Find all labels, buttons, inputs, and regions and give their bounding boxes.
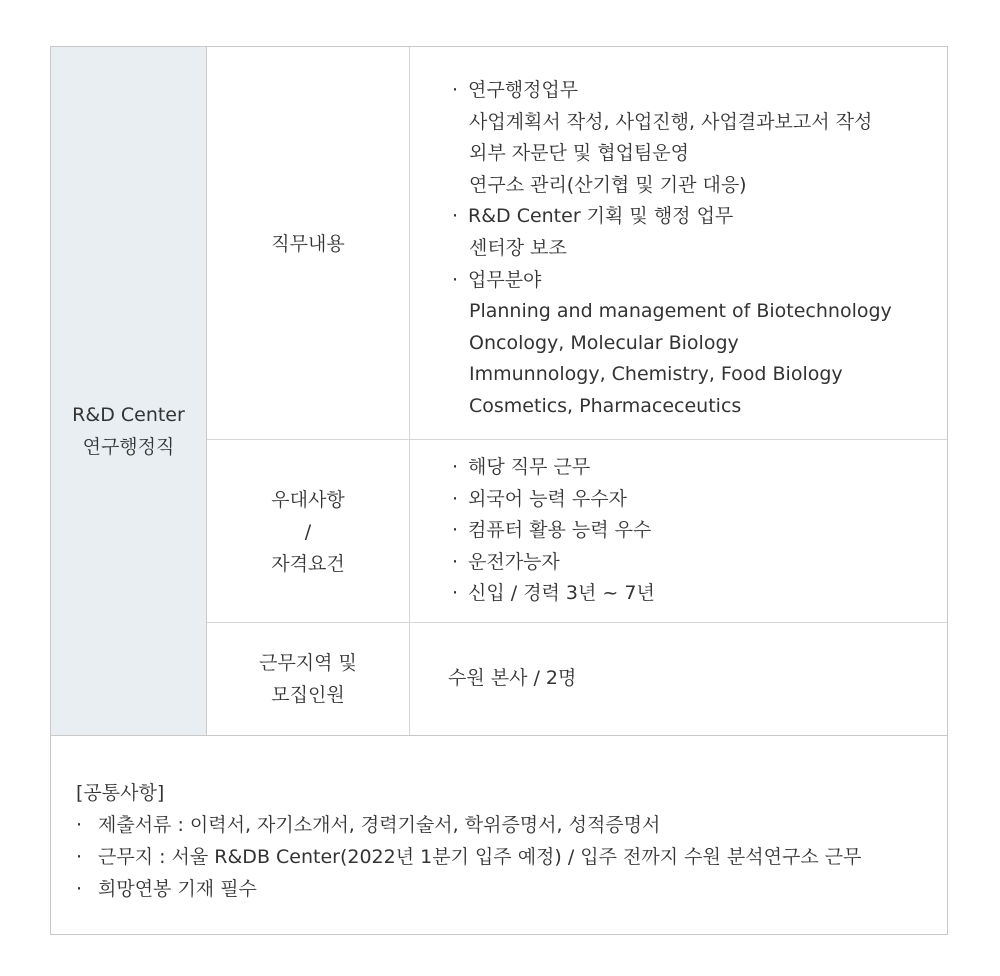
duty-sub-item: 센터장 보조 (469, 236, 567, 259)
duty-item (452, 201, 989, 264)
qualification-label-line: / (304, 520, 312, 543)
qualification-label-line: 우대사항 (271, 488, 345, 511)
job-category-line-2: 연구행정직 (82, 436, 175, 458)
bullet: · (452, 79, 459, 101)
qualification-item (452, 484, 989, 516)
qualification-list (452, 452, 989, 610)
duty-item (452, 265, 989, 423)
common-notes-title: [공통사항] (76, 782, 165, 804)
qualification-item-text: 운전가능자 (468, 550, 560, 573)
bullet: · (452, 205, 459, 228)
bullet: · (452, 268, 459, 291)
common-note-item (76, 809, 861, 841)
qualification-item (452, 515, 989, 547)
duty-item-text: 연구행정업무 (468, 79, 579, 101)
duty-sub-item: Cosmetics, Pharmaceceutics (469, 394, 742, 417)
job-category-cell (51, 47, 207, 735)
bullet: · (76, 878, 83, 900)
duty-sub-item: Planning and management of Biotechnology (469, 300, 892, 323)
qualification-content-cell (452, 452, 989, 610)
location-content-cell (448, 623, 985, 735)
qualification-item-text: 컴퓨터 활용 능력 우수 (468, 519, 652, 542)
section-divider (51, 735, 947, 736)
common-note-item (76, 841, 861, 873)
common-notes (76, 777, 861, 905)
bullet: · (76, 814, 83, 836)
qualification-label-cell (207, 440, 410, 623)
duty-sub-item: 외부 자문단 및 협업팀운영 (469, 142, 690, 165)
duty-sub-item: Immunnology, Chemistry, Food Biology (469, 363, 843, 386)
bullet: · (452, 582, 459, 605)
qualification-item-text: 신입 / 경력 3년 ~ 7년 (468, 582, 655, 605)
duty-item-text: 업무분야 (468, 268, 542, 291)
qualification-item (452, 452, 989, 484)
qualification-item-text: 해당 직무 근무 (468, 456, 591, 478)
duty-label: 직무내용 (271, 232, 345, 255)
duty-item (452, 75, 989, 201)
job-category-line-1: R&D Center (72, 404, 185, 426)
bullet: · (76, 846, 83, 868)
qualification-item (452, 578, 989, 610)
common-note-item (76, 873, 861, 905)
duty-sub-item: Oncology, Molecular Biology (469, 331, 739, 354)
common-note-text: 근무지 : 서울 R&DB Center(2022년 1분기 입주 예정) / 입주 전까지 수원 분석연구소 근무 (98, 846, 862, 868)
location-label-cell (207, 623, 410, 735)
duty-sub-item: 사업계획서 작성, 사업진행, 사업결과보고서 작성 (469, 110, 873, 133)
qualification-label-line: 자격요건 (271, 552, 345, 575)
qualification-item-text: 외국어 능력 우수자 (468, 487, 627, 510)
bullet: · (452, 487, 459, 510)
bullet: · (452, 519, 459, 542)
common-note-text: 희망연봉 기재 필수 (98, 878, 257, 900)
duty-content-cell (452, 75, 989, 423)
duty-list (452, 75, 989, 423)
location-label-line: 근무지역 및 (259, 652, 357, 674)
duty-label-cell (207, 47, 410, 440)
location-headcount-text: 수원 본사 / 2명 (448, 667, 577, 690)
common-note-text: 제출서류 : 이력서, 자기소개서, 경력기술서, 학위증명서, 성적증명서 (98, 814, 661, 836)
duty-sub-item: 연구소 관리(산기협 및 기관 대응) (469, 173, 747, 196)
recruitment-table (50, 46, 948, 935)
bullet: · (452, 456, 459, 478)
qualification-item (452, 547, 989, 579)
bullet: · (452, 550, 459, 573)
duty-item-text: R&D Center 기획 및 행정 업무 (468, 205, 734, 228)
location-label-line: 모집인원 (271, 684, 345, 706)
